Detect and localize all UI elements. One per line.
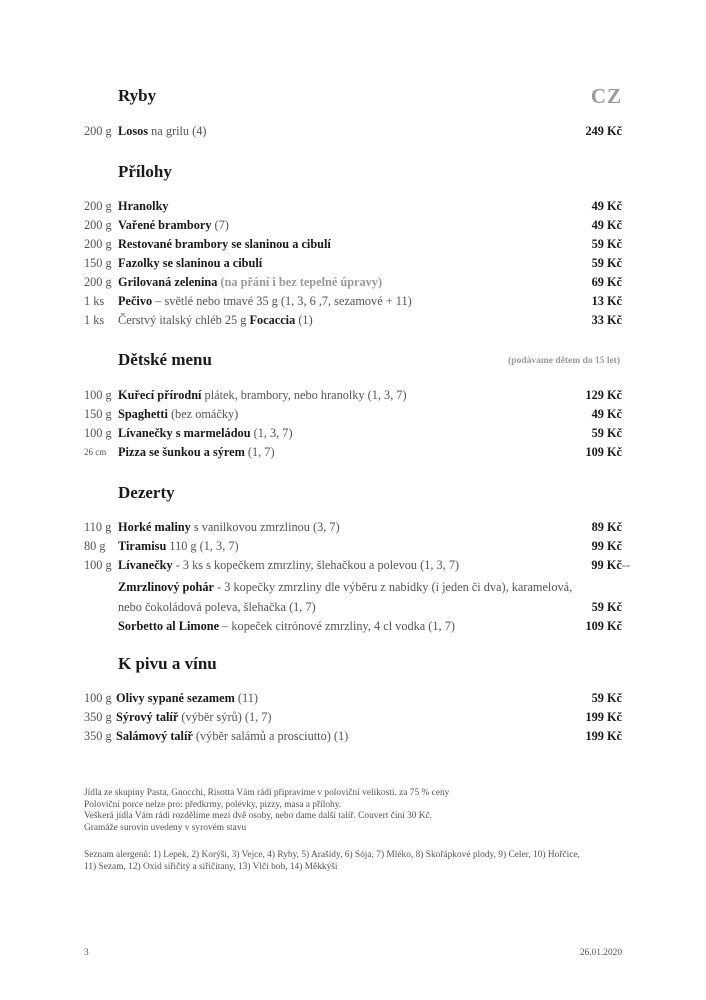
menu-item	[84, 273, 622, 291]
page-number: 3	[84, 948, 89, 958]
item-qty: 26 cm	[84, 447, 107, 457]
item-name: Pečivo	[118, 294, 153, 308]
menu-item	[84, 598, 622, 616]
item-name: Olivy sypané sezamem	[116, 691, 235, 705]
item-desc: na grilu (4)	[148, 124, 207, 138]
menu-item	[84, 537, 622, 555]
item-name: Salámový talíř	[116, 729, 193, 743]
item-qty: 200 g	[84, 218, 112, 232]
menu-item	[84, 689, 622, 707]
item-qty: 110 g	[84, 520, 112, 534]
item-desc: 110 g (1, 3, 7)	[166, 539, 239, 553]
item-qty: 200 g	[84, 275, 112, 289]
item-name: Kuřecí přírodní	[118, 388, 202, 402]
allergen-line: 11) Sezam, 12) Oxid siřičitý a siřičitany, 13) Vlčí bob, 14) Měkkýši	[84, 861, 338, 872]
menu-item	[84, 216, 622, 234]
item-qty: 200 g	[84, 237, 112, 251]
item-note: (na přání i bez tepelné úpravy)	[217, 275, 383, 289]
item-name: Hranolky	[118, 199, 169, 213]
item-desc: (výběr salámů a prosciutto) (1)	[192, 729, 349, 743]
item-qty: 100 g	[84, 691, 112, 705]
item-price: 109 Kč	[585, 445, 622, 459]
menu-item	[84, 292, 622, 310]
item-price: 59 Kč	[591, 600, 622, 614]
section-title-dezerty: Dezerty	[118, 483, 175, 502]
item-price: 59 Kč	[591, 426, 622, 440]
footer-note-line: Veškerá jídla Vám rádi rozdělíme mezi dvě osoby, nebo dame další talíř. Couvert činí 30 Kč.	[84, 811, 433, 822]
item-price: 89 Kč	[591, 520, 622, 534]
menu-item	[84, 235, 622, 253]
item-desc: s vanilkovou zmrzlinou (3, 7)	[190, 520, 340, 534]
allergen-list	[84, 850, 644, 873]
menu-item	[84, 617, 622, 635]
item-price: 69 Kč	[591, 275, 622, 289]
menu-item	[84, 708, 622, 726]
menu-item	[84, 197, 622, 215]
item-price: 99 Kč	[591, 558, 622, 572]
footer-note-line: Poloviční porce nelze pro: předkrmy, polévky, pizzy, masa a přílohy.	[84, 799, 342, 810]
item-name: Vařené brambory	[118, 218, 212, 232]
menu-item	[84, 424, 622, 442]
allergen-line: Seznam alergenů: 1) Lepek, 2) Korýši, 3) Vejce, 4) Ryby, 5) Arašídy, 6) Sója, 7) Mléko, 8) Skořápkové plody, 9) Celer, 10) Hořčice,	[84, 850, 580, 860]
section-title-k-pivu-a-vinu: K pivu a vínu	[118, 654, 217, 673]
menu-item	[84, 122, 622, 140]
language-label: CZ	[590, 84, 622, 108]
item-price: 99 Kč	[591, 539, 622, 553]
item-desc: – světlé nebo tmavé 35 g (1, 3, 6 ,7, sezamové + 11)	[152, 294, 412, 308]
item-desc: – kopeček citrónové zmrzliny, 4 cl vodka (1, 7)	[219, 619, 455, 633]
item-price: 249 Kč	[585, 124, 622, 138]
item-name: Focaccia	[249, 313, 296, 327]
item-price: 33 Kč	[591, 313, 622, 327]
item-name: Tiramisu	[118, 539, 167, 553]
item-desc: (1, 7)	[244, 445, 275, 459]
item-qty: 200 g	[84, 199, 112, 213]
menu-item	[84, 578, 622, 596]
item-price: 109 Kč	[585, 619, 622, 633]
item-qty: 80 g	[84, 539, 106, 553]
section-title-prilohy: Přílohy	[118, 162, 172, 181]
item-qty: 1 ks	[84, 313, 105, 327]
item-desc: - 3 ks s kopečkem zmrzliny, šlehačkou a polevou (1, 3, 7)	[172, 558, 460, 572]
item-price: 199 Kč	[585, 710, 622, 724]
item-qty: 150 g	[84, 256, 112, 270]
item-qty: 100 g	[84, 426, 112, 440]
item-desc: (11)	[234, 691, 258, 705]
item-price: 59 Kč	[591, 691, 622, 705]
item-name: Zmrzlinový pohár	[118, 580, 214, 594]
section-note: (podávame dětem do 15 let)	[508, 356, 620, 366]
item-name: Fazolky se slaninou a cibulí	[118, 256, 263, 270]
item-desc: (7)	[211, 218, 229, 232]
item-price: 49 Kč	[591, 407, 622, 421]
item-qty: 150 g	[84, 407, 112, 421]
item-name: Horké maliny	[118, 520, 191, 534]
item-desc: (1, 3, 7)	[250, 426, 293, 440]
menu-item	[84, 518, 622, 536]
item-name: Sorbetto al Limone	[118, 619, 220, 633]
item-name: Grilovaná zelenina	[118, 275, 218, 289]
item-price: 129 Kč	[585, 388, 622, 402]
footer-note-line: Gramáže surovin uvedeny v syrovém stavu	[84, 822, 247, 833]
document-date: 26.01.2020	[579, 948, 622, 958]
menu-item	[84, 311, 622, 329]
item-name: Sýrový talíř	[116, 710, 179, 724]
menu-item	[84, 386, 622, 404]
item-name: Lívanečky s marmeládou	[118, 426, 251, 440]
item-name: Pizza se šunkou a sýrem	[118, 445, 245, 459]
item-price: 49 Kč	[591, 218, 622, 232]
menu-item	[84, 405, 622, 423]
section-title-ryby: Ryby	[118, 86, 157, 105]
item-desc: nebo čokoládová poleva, šlehačka (1, 7)	[118, 600, 316, 614]
item-price: 59 Kč	[591, 237, 622, 251]
item-qty: 1 ks	[84, 294, 105, 308]
item-name: Losos	[118, 124, 149, 138]
footer-note-line: Jídla ze skupiny Pasta, Gnocchi, Risotta Vám rádi připravíme v poloviční velikosti. za 75 % ceny	[84, 788, 450, 798]
item-price: 59 Kč	[591, 256, 622, 270]
item-qty: 350 g	[84, 729, 112, 743]
item-desc: plátek, brambory, nebo hranolky (1, 3, 7)	[201, 388, 407, 402]
item-name: Lívanečky	[118, 558, 173, 572]
item-name: Spaghetti	[118, 407, 168, 421]
item-desc: (výběr sýrů) (1, 7)	[178, 710, 272, 724]
item-price: 13 Kč	[591, 294, 622, 308]
item-desc: (1)	[295, 313, 313, 327]
item-desc: (bez omáčky)	[167, 407, 239, 421]
menu-item	[84, 556, 630, 574]
item-qty: 350 g	[84, 710, 112, 724]
price-trail: --	[621, 558, 630, 572]
item-qty: 200 g	[84, 124, 112, 138]
item-qty: 100 g	[84, 388, 112, 402]
item-desc-pre: Čerstvý italský chléb 25 g	[118, 313, 250, 327]
menu-item	[84, 727, 622, 745]
menu-item	[84, 443, 622, 461]
item-price: 49 Kč	[591, 199, 622, 213]
item-price: 199 Kč	[585, 729, 622, 743]
item-name: Restované brambory se slaninou a cibulí	[118, 237, 331, 251]
item-desc: - 3 kopečky zmrzliny dle výběru z nabídky (i jeden či dva), karamelová,	[214, 580, 573, 594]
section-title-detske-menu: Dětské menu	[118, 350, 212, 369]
menu-item	[84, 254, 622, 272]
item-qty: 100 g	[84, 558, 112, 572]
footer-notes	[84, 788, 644, 834]
